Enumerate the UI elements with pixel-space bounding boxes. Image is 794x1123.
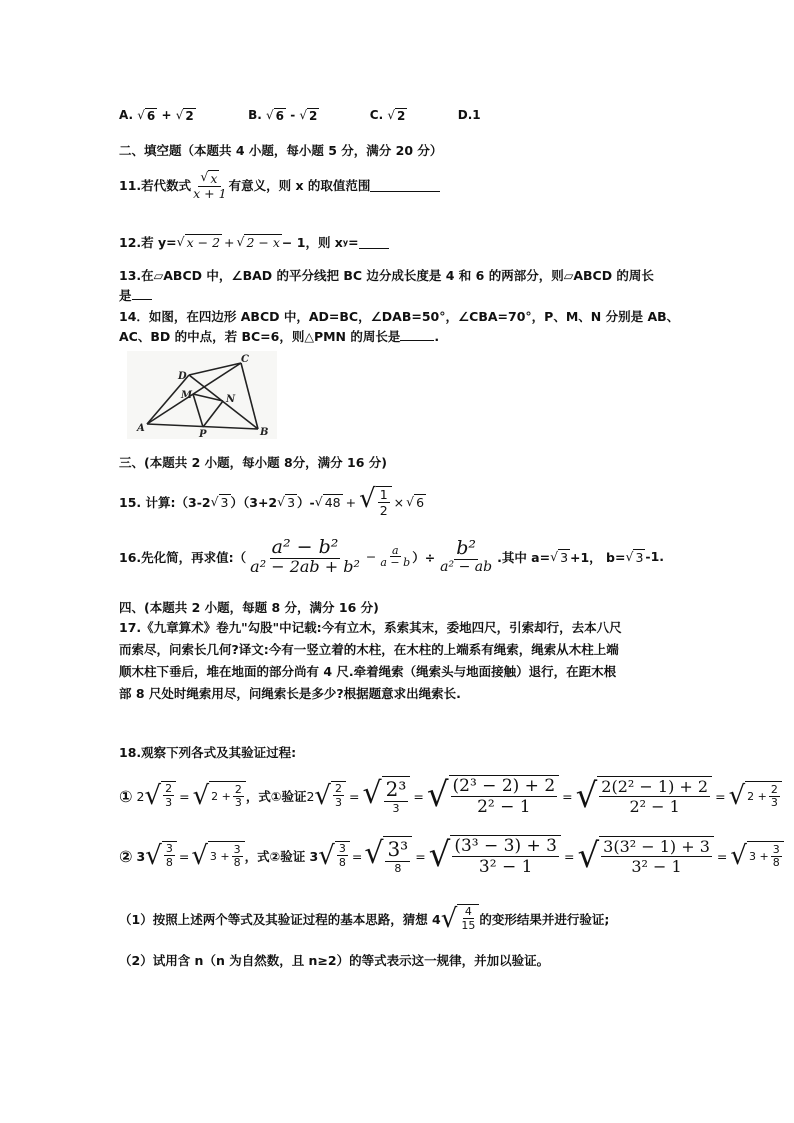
section4-heading: 四、(本题共 2 小题，每题 8 分，满分 16 分) [119, 600, 379, 615]
q12-answer-blank[interactable] [359, 236, 389, 249]
q17-line1: 17.《九章算术》卷九"勾股"中记载:今有立木，系索其末，委地四尺，引索却行，去本八尺 [119, 620, 622, 635]
q15-times: × [393, 494, 405, 510]
label-n: N [226, 394, 236, 405]
eq2-verify-sqrt-3: √ $\frac{\text{3(3² − 1) + 3}}{\text{3² − 1}}$ [577, 836, 713, 876]
q13-line2-text: 是 [119, 288, 132, 303]
q18-part-1 [119, 904, 609, 934]
q16-fraction-1 [248, 538, 362, 576]
eq1-verify-sqrt-3: √ $\frac{\text{2(2² − 1) + 2}}{\text{2² − 1}}$ [576, 776, 712, 816]
q12-radicand-1: x − 2 [186, 235, 221, 250]
q15-fraction-num: 1 [379, 487, 388, 502]
option-a-term1: 6 [146, 109, 156, 123]
q16-prefix: 16.先化简，再求值:（ [119, 549, 247, 565]
q12-plus: + [224, 234, 235, 250]
eq1-equals: = [179, 788, 190, 804]
q15-radicand-4: 6 [416, 495, 425, 510]
eq1-verify-sqrt-4: √ 2 + $\frac{2}{3}$ [729, 781, 782, 811]
q16-fraction-3-num: b² [456, 537, 477, 560]
eq2-verify-label: ，式②验证 3 [244, 849, 319, 864]
q12-sqrt-1: √ x − 2 [176, 234, 221, 250]
q12-sqrt-2: √ 2 − x [236, 234, 280, 250]
q18-heading: 18.观察下列各式及其验证过程: [119, 745, 297, 760]
label-a: A [137, 423, 145, 434]
option-a-plus: + [161, 108, 172, 123]
q16-fraction-3-den: a² − ab [440, 558, 493, 575]
q11-denominator: x + 1 [193, 186, 227, 201]
q16-fraction-2 [378, 545, 412, 569]
q16-radicand-a: 3 [560, 549, 569, 565]
eq1-v2-den: 2² − 1 [477, 797, 531, 817]
q15-mid1: ）（3+2 [230, 495, 278, 510]
q11-answer-blank[interactable] [370, 179, 440, 192]
q16-fraction-1-den: a² − 2ab + b² [250, 556, 360, 576]
option-b-term1: 6 [275, 109, 285, 123]
q12-equals: = [348, 234, 359, 250]
sqrt-2: √ 2 [175, 108, 194, 123]
eq1-verify-sqrt-0: √ $\frac{2}{3}$ [314, 781, 346, 811]
q11-fraction: √ x x + 1 [193, 169, 227, 201]
eq2-sqrt-rhs: √ 3 + $\frac{3}{8}$ [191, 841, 244, 871]
q15-radicand-1: 3 [220, 495, 229, 510]
q15-radicand-2: 3 [287, 495, 296, 510]
q16-divide: ）÷ [412, 549, 436, 565]
option-b [248, 108, 323, 122]
q16-tail2: +1， b= [570, 549, 626, 565]
quadrilateral-figure [127, 351, 277, 439]
q15-plus: + [345, 494, 357, 510]
eq2-verify-sqrt-4: √ 3 + $\frac{3}{8}$ [730, 841, 783, 871]
q14-line2-end: . [434, 329, 440, 344]
sqrt-2-c: √ 2 [387, 108, 406, 123]
eq2-v2-num: (3³ − 3) + 3 [454, 835, 557, 856]
eq1-coefficient: 2 [136, 788, 145, 804]
question-12 [119, 233, 389, 251]
q16-sqrt-3-b: √ 3 [625, 548, 644, 565]
q15-sqrt-half: √ $\frac{1}{2}$ [359, 486, 392, 518]
label-m: M [181, 390, 193, 401]
sqrt-6-b: √ 6 [266, 108, 285, 123]
q16-fraction-2-den: a − b [380, 556, 411, 570]
eq1-sqrt-rhs: √ 2 + $\frac{2}{3}$ [193, 781, 246, 811]
q18-part-2: （2）试用含 n（n 为自然数，且 n≥2）的等式表示这一规律，并加以验证。 [119, 953, 550, 968]
q13-line2 [119, 286, 152, 304]
eq1-rhs-den: 3 [234, 796, 242, 809]
option-c [370, 108, 412, 122]
eq1-v1-num: 2³ [385, 777, 407, 802]
q16-minus: − [365, 549, 377, 565]
eq2-v3-num: 3(3² − 1) + 3 [603, 836, 710, 856]
q14-line1: 14．如图，在四边形 ABCD 中，AD=BC，∠DAB=50°，∠CBA=70°，P、M、N 分别是 AB、 [119, 309, 680, 324]
q18-part1-num: 4 [464, 905, 472, 918]
sqrt-6: √ 6 [137, 108, 156, 123]
section3-heading: 三、(本题共 2 小题，每小题 8分，满分 16 分) [119, 455, 387, 470]
label-b: B [260, 427, 269, 438]
q15-sqrt-3-a: √ 3 [210, 494, 229, 510]
q17-line3: 顺木柱下垂后，堆在地面的部分尚有 4 尺.牵着绳索（绳索头与地面接触）退行，在距木根 [119, 664, 617, 679]
option-a-label: A. [119, 108, 134, 123]
option-c-label: C. [369, 108, 384, 123]
q15-mid2: ）- [297, 495, 315, 510]
question-15 [119, 486, 426, 518]
option-b-term2: 2 [309, 109, 318, 123]
eq2-coefficient: 3 [136, 848, 146, 864]
eq1-verify-sqrt-1: √ $\frac{\text{2³}}{3}$ [362, 776, 410, 815]
eq1-v3-num: 2(2² − 1) + 2 [601, 776, 709, 796]
q10-options [119, 108, 481, 123]
circle-number-2: ② [119, 846, 133, 866]
eq1-verify-label: ，式①验证 [245, 789, 307, 804]
q15-sqrt-3-b: √ 3 [277, 494, 296, 510]
q16-tail1: .其中 a= [497, 549, 551, 565]
eq1-v1-den: 3 [392, 802, 400, 816]
eq2-lhs-num: 3 [165, 842, 173, 855]
q16-sqrt-3-a: √ 3 [550, 548, 569, 565]
eq1-rhs-int: 2 + [211, 789, 231, 803]
eq2-verify-sqrt-0: √ $\frac{3}{8}$ [318, 841, 350, 871]
q18-part1-sqrt: √ $\frac{4}{15}$ [441, 904, 480, 934]
option-b-minus: - [290, 108, 296, 123]
label-c: C [241, 354, 249, 365]
option-a [119, 108, 200, 122]
q16-tail3: -1. [645, 549, 665, 565]
eq2-verify-sqrt-1: √ $\frac{\text{3³}}{8}$ [364, 836, 412, 875]
eq2-rhs-num: 3 [233, 843, 241, 857]
circle-number-1: ① [119, 786, 133, 806]
q11-numerator: x [210, 171, 218, 186]
q11-suffix: 有意义，则 x 的取值范围 [228, 178, 371, 194]
eq2-rhs-int: 3 + [209, 849, 230, 863]
eq2-verify-sqrt-2: √ $\frac{\text{(3³ − 3) + 3}}{\text{3² − 1}}$ [429, 835, 561, 878]
q15-sqrt-6: √ 6 [406, 494, 425, 510]
q17-line4: 部 8 尺处时绳索用尽，问绳索长是多少?根据题意求出绳索长. [119, 686, 461, 701]
eq2-v2-den: 3² − 1 [478, 857, 533, 877]
eq2-sqrt-lhs: √ $\frac{3}{8}$ [145, 841, 177, 871]
q18-part1-den: 15 [461, 919, 476, 933]
eq1-lhs-den: 3 [165, 796, 173, 810]
eq1-verify-sqrt-2: √ $\frac{\text{(2³ − 2) + 2}}{\text{2² − 1}}$ [427, 775, 559, 818]
side-cb [241, 363, 258, 429]
q13-line1: 13.在▱ABCD 中，∠BAD 的平分线把 BC 边分成长度是 4 和 6 的两部分，则▱ABCD 的周长 [119, 268, 654, 283]
q15-fraction-den: 2 [379, 503, 388, 518]
q15-radicand-3: 48 [324, 495, 341, 510]
eq2-lhs-den: 8 [165, 856, 173, 870]
q13-answer-blank[interactable] [132, 287, 152, 300]
q12-exponent: y [342, 237, 349, 247]
eq1-v2-num: (2³ − 2) + 2 [452, 775, 556, 796]
q18-equation-2: ② 3 √ $\frac{3}{8}$ = √ 3 + $\frac{3}{8}$ ，式②验证 3 √ $\frac{3}{8}$ = √ $\frac{\text{3³}}{8}$ = √ $\frac{\text{(3³ − 3) + 3}}{\text{3² − 1}}$ = √ $\frac{\text{3(3² − 1) + 3}}{\text{3² − 1}}$ = √ 3 + $\frac{3}{8}$ [119, 830, 784, 882]
quadrilateral-diagram [127, 351, 277, 439]
eq1-rhs-num: 2 [234, 783, 242, 797]
q18-equation-1: ① 2 √ $\frac{2}{3}$ = √ 2 + $\frac{2}{3}$ ，式①验证 2 √ $\frac{2}{3}$ = √ $\frac{\text{2³}}{3}$ = √ $\frac{\text{(2³ − 2) + 2}}{\text{2² − 1}}$ = √ $\frac{\text{2(2² − 1) + 2}}{\text{2² − 1}}$ = √ 2 + $\frac{2}{3}$ [119, 770, 782, 822]
q18-part1-suffix: 的变形结果并进行验证; [479, 912, 610, 927]
q15-sqrt-48: √ 48 [314, 494, 341, 510]
segment-mp [193, 394, 203, 427]
q16-fraction-3 [438, 539, 494, 575]
option-a-term2: 2 [185, 109, 194, 123]
q16-fraction-1-num: a² − b² [271, 536, 339, 558]
q12-prefix: 12.若 y= [119, 235, 177, 250]
label-d: D [178, 371, 187, 382]
segment-np [203, 401, 223, 427]
q12-minus: − 1，则 x [281, 235, 343, 250]
label-p: P [199, 429, 207, 439]
eq1-lhs-num: 2 [165, 782, 173, 795]
q14-line2-text: AC、BD 的中点，若 BC=6，则△PMN 的周长是 [119, 329, 401, 344]
option-d: D.1 [457, 108, 481, 123]
q17-line2: 而索尽，问索长几何?译文:今有一竖立着的木柱，在木柱的上端系有绳索，绳索从木柱上端 [119, 642, 619, 657]
sqrt-2-b: √ 2 [299, 108, 318, 123]
q14-line2 [119, 327, 439, 345]
question-11 [119, 170, 440, 200]
eq1-sqrt-lhs: √ $\frac{2}{3}$ [145, 781, 177, 811]
eq2-rhs-den: 8 [233, 856, 241, 869]
eq2-equals: = [178, 848, 190, 864]
section2-heading: 二、填空题（本题共 4 小题，每小题 5 分，满分 20 分） [119, 143, 443, 158]
q18-part1-prefix: （1）按照上述两个等式及其验证过程的基本思路，猜想 4 [119, 912, 441, 927]
eq2-v1-num: 3³ [387, 837, 409, 862]
diagonal-bd [189, 375, 258, 429]
q12-radicand-2: 2 − x [246, 235, 280, 250]
q15-prefix: 15. 计算:（3-2 [119, 495, 211, 510]
question-16 [119, 538, 664, 576]
eq2-v1-den: 8 [394, 862, 402, 876]
option-b-label: B. [248, 108, 262, 123]
q14-answer-blank[interactable] [400, 328, 434, 341]
q16-fraction-2-num: a [392, 543, 399, 557]
option-c-term: 2 [397, 109, 406, 123]
eq2-v3-den: 3² − 1 [631, 857, 682, 876]
q16-radicand-b: 3 [635, 549, 644, 565]
q11-prefix: 11.若代数式 [119, 178, 192, 194]
eq1-v3-den: 2² − 1 [629, 797, 680, 816]
